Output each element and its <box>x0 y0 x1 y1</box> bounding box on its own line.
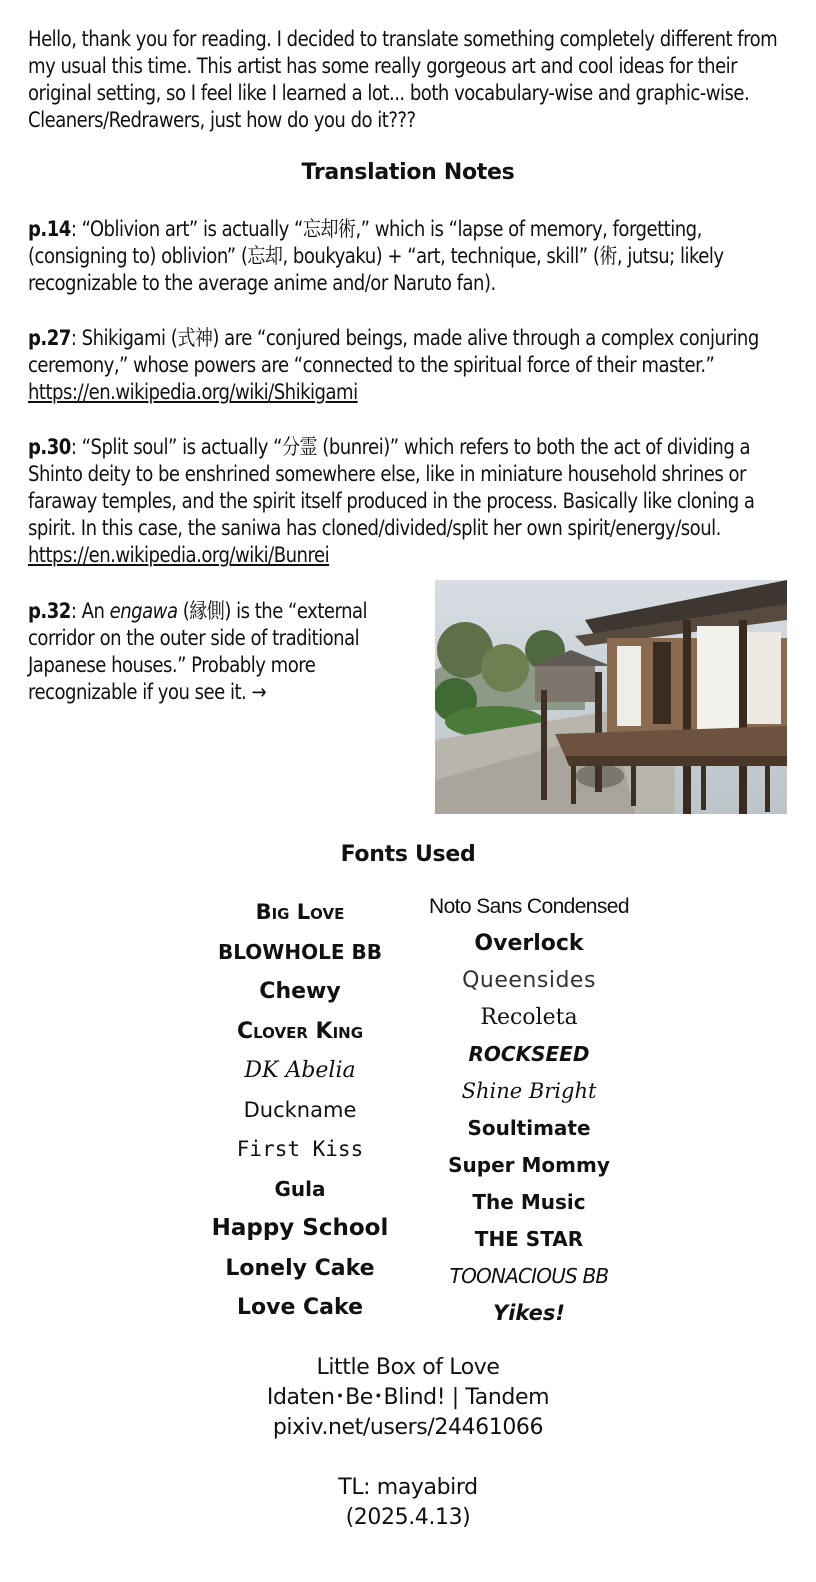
shikigami-link[interactable]: https://en.wikipedia.org/wiki/Shikigami <box>28 380 358 404</box>
credits <box>0 1353 816 1533</box>
note-page-number: p.27 <box>28 326 71 350</box>
font-name-item: Gula <box>274 1176 326 1201</box>
note-p14 <box>28 216 798 297</box>
intro-paragraph: Hello, thank you for reading. I decided to translate something completely different from my usual this time. This artist has some really gorgeous art and cool ideas for their original setting, so I feel like I learned a lot... both vocabulary-wise and graphic-wise. Cleaners/Redrawers, just how do you do it??? <box>28 27 778 132</box>
font-name-item: Noto Sans Condensed <box>429 895 629 918</box>
note-p27 <box>28 325 798 406</box>
font-name-item: THE STAR <box>474 1227 584 1251</box>
bunrei-link[interactable]: https://en.wikipedia.org/wiki/Bunrei <box>28 543 330 567</box>
font-name-item: DK Abelia <box>244 1058 356 1083</box>
note-page-number: p.14 <box>28 217 71 241</box>
font-name-item: First Kiss <box>236 1137 364 1161</box>
date: (2025.4.13) <box>345 1505 471 1530</box>
note-p30 <box>28 434 798 569</box>
font-name-item: Chewy <box>259 979 341 1004</box>
note-text: : “Oblivion art” is actually “忘却術,” which is “lapse of memory, forgetting, (consigning to) oblivion” (忘却, boukyaku) + “art, technique, skill” (術, jutsu; likely recognizable to the average anime and/or Naruto fan). <box>28 217 724 295</box>
note-p32 <box>28 598 420 706</box>
note-text: : Shikigami (式神) are “conjured beings, made alive through a complex conjuring ceremony,” whose powers are “connected to the spiritual force of their master.” <box>28 326 759 377</box>
font-name-item: BLOWHOLE BB <box>218 939 382 964</box>
spacer <box>0 1443 816 1473</box>
font-name-item: Love Cake <box>236 1295 363 1320</box>
translator-credit: TL: mayabird <box>338 1475 478 1500</box>
font-name-item: Big Love <box>255 900 345 924</box>
engawa-term: engawa <box>109 599 178 623</box>
font-name-item: Recoleta <box>480 1005 578 1030</box>
font-name-item: The Music <box>472 1190 586 1214</box>
font-name-item: Soultimate <box>467 1116 591 1140</box>
font-name-item: Clover King <box>236 1018 364 1044</box>
fonts-list-left <box>170 893 430 1328</box>
font-name-item: Duckname <box>243 1097 357 1122</box>
translation-notes-heading: Translation Notes <box>301 160 515 185</box>
font-name-item: Shine Bright <box>461 1079 597 1103</box>
pixiv-url: pixiv.net/users/24461066 <box>272 1415 544 1440</box>
font-name-item: Super Mommy <box>448 1153 610 1177</box>
font-name-item: TOONACIOUS BB <box>449 1264 609 1288</box>
fonts-used-heading: Fonts Used <box>340 842 476 867</box>
work-title: Little Box of Love <box>316 1355 500 1380</box>
engawa-photo <box>435 580 787 814</box>
font-name-item: Overlock <box>474 931 584 956</box>
note-page-number: p.32 <box>28 599 71 623</box>
circle-name: Idaten･Be･Blind! | Tandem <box>266 1385 550 1410</box>
font-name-item: Yikes! <box>493 1301 565 1325</box>
note-text: : An <box>70 599 110 623</box>
font-name-item: Queensides <box>462 968 596 993</box>
note-text: (縁側) is the “external corridor on the outer side of traditional Japanese houses.” Probably more recognizable if you see it. → <box>28 599 368 704</box>
note-page-number: p.30 <box>28 435 71 459</box>
font-name-item: ROCKSEED <box>468 1042 590 1066</box>
note-text: : “Split soul” is actually “分霊 (bunrei)” which refers to both the act of dividing a Shinto deity to be enshrined somewhere else, like in miniature household shrines or faraway temples, and the spirit itself produced in the process. Basically like cloning a spirit. In this case, the saniwa has cloned/divided/split her own spirit/energy/soul. <box>28 435 755 540</box>
fonts-list-right <box>399 888 659 1332</box>
font-name-item: Lonely Cake <box>225 1255 375 1281</box>
font-name-item: Happy School <box>211 1215 389 1241</box>
